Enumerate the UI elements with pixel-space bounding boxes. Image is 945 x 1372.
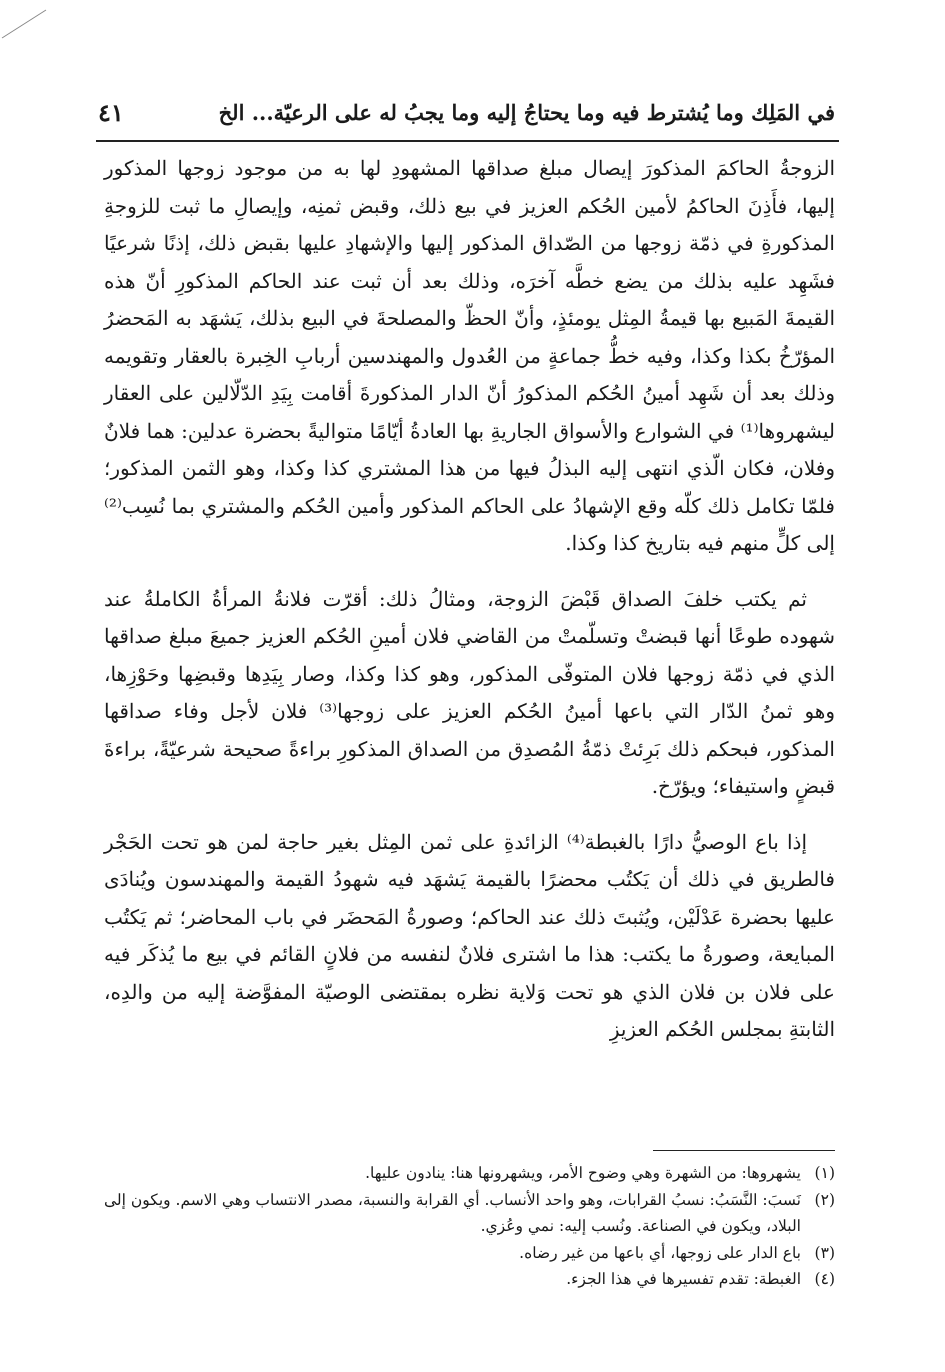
footnotes: [104, 1160, 835, 1293]
paragraph-3: إذا باع الوصيُّ دارًا بالغبطة⁽⁴⁾ الزائدةِ على ثمن المِثل بغير حاجة لمن هو تحت الحَجْر فالطريق في ذلك أن يَكتُب محضرًا بالقيمة يَشهَد فيه شهودُ القيمة والمهندسون ويُنادَى عليها بحضرة عَدْلَيْن، ويُثبتَ ذلك عند الحاكم؛ وصورةُ المَحضَر في باب المحاضر؛ ثم يَكتُب المبايعة، وصورةُ ما يكتب: هذا ما اشترى فلانٌ لنفسه من فلانٍ القائم في بيع ما يُذكَر فيه على فلان بن فلان الذي هو تحت وَلاية نظره بمقتضى الوصيّة المفوَّضة إليه من والدِه، الثابتةِ بمجلس الحُكم العزيزِ: [104, 829, 835, 1041]
footnote-text: نَسبَ: النَّسَبُ: نسبُ القرابات، وهو واحد الأنساب. أي القرابة والنسبة، مصدر الانتساب وهي الاسم. ويكون إلى البلاد، ويكون في الصناعة. ونُسب إليه: نمي وعُزي.: [104, 1190, 801, 1235]
footnote-number: (٢): [814, 1190, 835, 1209]
page-number: ٤١: [98, 98, 124, 127]
footnote-1: [104, 1160, 835, 1187]
main-text: [104, 150, 835, 1049]
chapter-title: في المَلِك وما يُشترط فيه وما يحتاجُ إليه وما يجبُ له على الرعيّة... الخ: [218, 100, 835, 125]
footnote-number: (١): [814, 1164, 835, 1182]
footnote-text: الغبطة: تقدم تفسيرها في هذا الجزء.: [566, 1270, 801, 1288]
scan-corner-line: [0, 8, 48, 40]
paragraph-2: ثم يكتب خلفَ الصداق قَبْضَ الزوجة، ومثالُ ذلك: أقرّت فلانةُ المرأةُ الكاملةُ عند شهوده طوعًا أنها قبضتْ وتسلّمتْ من القاضي فلان أمينِ الحُكم العزيز جميعَ مبلغ صداقها الذي في ذمّة زوجها فلان المتوفّى المذكور، وهو كذا وكذا، وصار بِيَدِها وقبضِها وحَوْزِها، وهو ثمنُ الدّار التي باعها أمينُ الحُكم العزيز على زوجها⁽³⁾ فلان لأجل وفاء صداقها المذكور، فبحكم ذلك بَرِئتْ ذمّةُ المُصدِق من الصداق المذكورِ براءةً صحيحة شرعيّةً، براءةَ قبضٍ واستيفاء؛ ويؤرّخ.: [104, 586, 835, 798]
footnote-text: باع الدار على زوجها، أي باعها من غير رضاه.: [519, 1243, 801, 1262]
footnote-divider: [653, 1150, 835, 1151]
footnote-number: (٤): [814, 1270, 835, 1288]
header-divider: [96, 140, 839, 142]
footnote-2: [104, 1187, 835, 1240]
footnote-4: [104, 1266, 835, 1293]
running-header: [98, 96, 835, 136]
footnote-number: (٣): [814, 1243, 835, 1262]
footnote-3: [104, 1240, 835, 1267]
footnote-text: يشهروها: من الشهرة وهي وضوح الأمر، ويشهرونها هنا: ينادون عليها.: [365, 1164, 801, 1182]
paragraph-1: الزوجةُ الحاكمَ المذكورَ إيصال مبلغ صداقها المشهودِ لها به من موجود زوجها المذكور إليها، فأَذِنَ الحاكمُ لأمين الحُكم العزيز في بيع ذلك، وقبض ثمنِه، وإيصالِ ما ثبت للزوجةِ المذكورةِ في ذمّة زوجها من الصّداق المذكور إليها والإشهادِ عليها بقبض ذلك، إذنًا شرعيًا فشَهِد عليه بذلك من يضع خطَّه آخرَه، وذلك بعد أن ثبت عند الحاكم المذكورِ أنّ هذه القيمةَ المَبيع بها قيمةُ المِثل يومئذٍ، وأنّ الحظّ والمصلحةَ في البيع بذلك، يَشهَد به المَحضرُ المؤرّخُ بكذا وكذا، وفيه خطُّ جماعةٍ من العُدول والمهندسين أربابِ الخِبرة بالعقار وتقويمه وذلك بعد أن شَهِد أمينُ الحُكم المذكورُ أنّ الدار المذكورةَ أقامت بِيَدِ الدّلّالين على العقار ليشهروها⁽¹⁾ في الشوارع والأسواق الجاريةِ بها العادةُ أيّامًا متواليةً بحضرة عدلين: هما فلانٌ وفلان، فكان الّذي انتهى إليه البذلُ فيها من هذا المشتري كذا وكذا، وهو الثمن المذكور؛ فلمّا تكامل ذلك كلّه وقع الإشهادُ على الحاكم المذكور وأمين الحُكم والمشتري بما نُسِب⁽²⁾ إلى كلٍّ منهم فيه بتاريخ كذا وكذا.: [104, 156, 835, 555]
